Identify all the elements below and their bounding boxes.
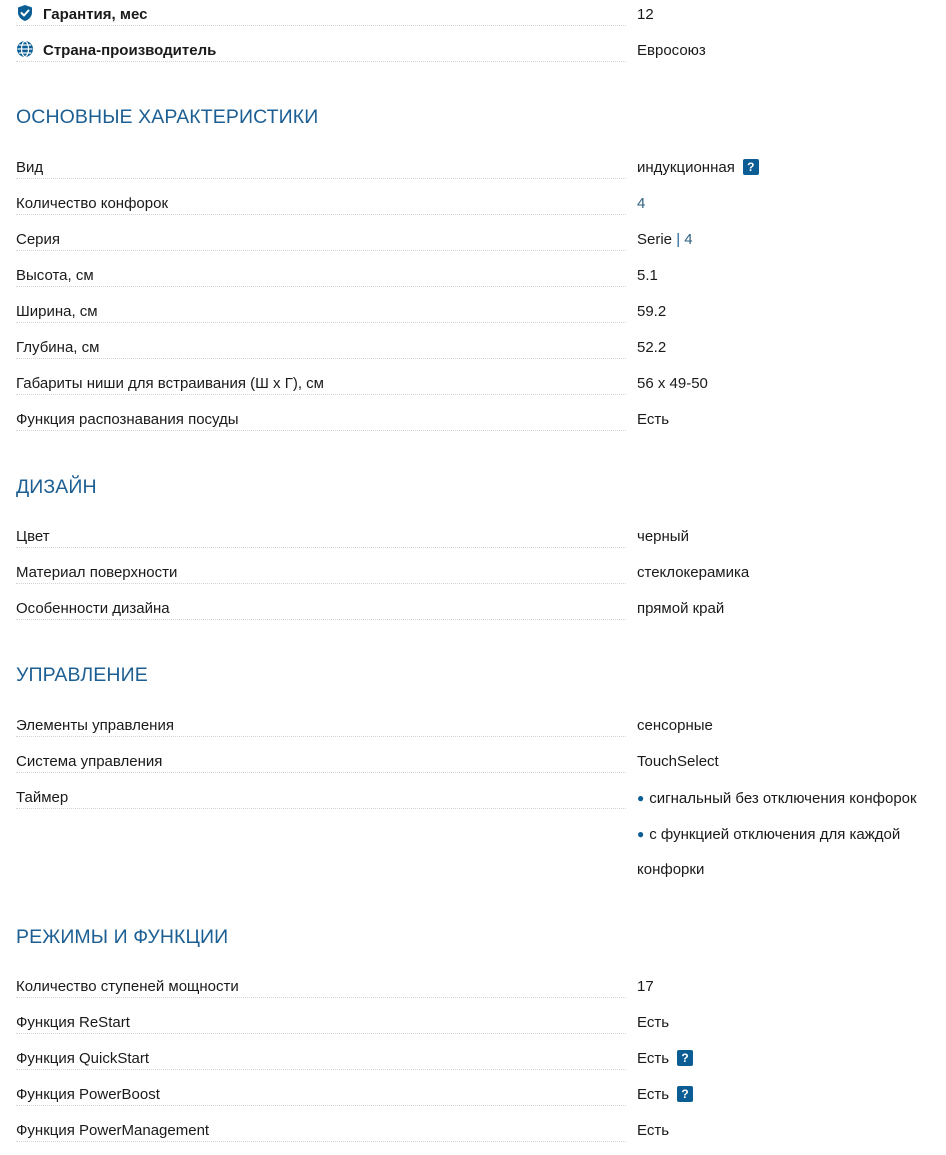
section-title-design: ДИЗАЙН — [16, 476, 97, 498]
globe-icon — [16, 40, 34, 58]
spec-label: Функция PowerBoost — [16, 1086, 168, 1103]
spec-label: Количество ступеней мощности — [16, 978, 247, 995]
spec-value: Есть — [637, 1122, 670, 1139]
spec-row — [16, 750, 946, 786]
spec-label: Особенности дизайна — [16, 600, 178, 617]
spec-row — [16, 264, 946, 300]
spec-value: Есть — [637, 411, 670, 428]
spec-value: 52.2 — [637, 339, 667, 356]
section-title-main: ОСНОВНЫЕ ХАРАКТЕРИСТИКИ — [16, 106, 319, 128]
section-title-modes: РЕЖИМЫ И ФУНКЦИИ — [16, 926, 229, 948]
spec-label: Функция PowerManagement — [16, 1122, 217, 1139]
spec-value: стеклокерамика — [637, 564, 750, 581]
spec-label: Габариты ниши для встраивания (Ш х Г), см — [16, 375, 332, 392]
spec-row — [16, 714, 946, 750]
spec-row — [16, 156, 946, 192]
spec-label: Материал поверхности — [16, 564, 185, 581]
spec-row — [16, 336, 946, 372]
spec-label: Система управления — [16, 753, 170, 770]
spec-label: Функция QuickStart — [16, 1050, 157, 1067]
spec-label: Цвет — [16, 528, 58, 545]
spec-row — [16, 408, 946, 444]
spec-row-country — [16, 39, 946, 75]
spec-row — [16, 975, 946, 1011]
spec-row — [16, 192, 946, 228]
spec-row — [16, 786, 946, 894]
spec-label: Функция ReStart — [16, 1014, 138, 1031]
spec-label: Ширина, см — [16, 303, 106, 320]
spec-row-warranty — [16, 3, 946, 39]
bullet-icon: ● — [637, 791, 645, 805]
spec-value-list — [637, 786, 917, 894]
spec-row — [16, 1083, 946, 1119]
list-item: ● с функцией отключения для каждой — [637, 826, 901, 843]
spec-row — [16, 300, 946, 336]
spec-value: 5.1 — [637, 267, 658, 284]
spec-value: 59.2 — [637, 303, 667, 320]
shield-check-icon — [16, 4, 34, 22]
help-icon[interactable]: ? — [743, 159, 759, 175]
spec-label: Функция распознавания посуды — [16, 411, 247, 428]
spec-row — [16, 561, 946, 597]
spec-label: Высота, см — [16, 267, 102, 284]
spec-value: TouchSelect — [637, 753, 719, 770]
spec-label: Количество конфорок — [16, 195, 176, 212]
section-title-control: УПРАВЛЕНИЕ — [16, 664, 148, 686]
spec-value-link[interactable]: 4 — [637, 195, 646, 212]
spec-row — [16, 1011, 946, 1047]
spec-value: сенсорные — [637, 717, 713, 734]
bullet-icon: ● — [637, 827, 645, 841]
spec-value: Есть — [637, 1050, 670, 1067]
spec-label: Элементы управления — [16, 717, 182, 734]
spec-value: Есть — [637, 1014, 670, 1031]
spec-row — [16, 525, 946, 561]
spec-label: Вид — [16, 159, 51, 176]
spec-row — [16, 1047, 946, 1083]
list-item-continuation: конфорки — [637, 861, 705, 878]
help-icon[interactable]: ? — [677, 1086, 693, 1102]
spec-value: Есть — [637, 1086, 670, 1103]
spec-label: Таймер — [16, 789, 76, 806]
spec-value: Serie — [637, 231, 673, 248]
help-icon[interactable]: ? — [677, 1050, 693, 1066]
spec-value: 17 — [637, 978, 654, 995]
spec-row — [16, 228, 946, 264]
spec-label: Гарантия, мес — [43, 6, 148, 23]
spec-label: Страна-производитель — [43, 42, 217, 59]
spec-label: Серия — [16, 231, 68, 248]
value-separator: | — [676, 231, 681, 248]
spec-value: черный — [637, 528, 689, 545]
spec-value: индукционная — [637, 159, 735, 176]
spec-value: 56 x 49-50 — [637, 375, 708, 392]
spec-row — [16, 597, 946, 633]
spec-row — [16, 372, 946, 408]
spec-value: Евросоюз — [637, 42, 706, 59]
list-item: ● сигнальный без отключения конфорок — [637, 790, 917, 807]
spec-value: прямой край — [637, 600, 725, 617]
spec-label: Глубина, см — [16, 339, 107, 356]
spec-value-link[interactable]: 4 — [684, 231, 693, 248]
spec-value: 12 — [637, 6, 654, 23]
